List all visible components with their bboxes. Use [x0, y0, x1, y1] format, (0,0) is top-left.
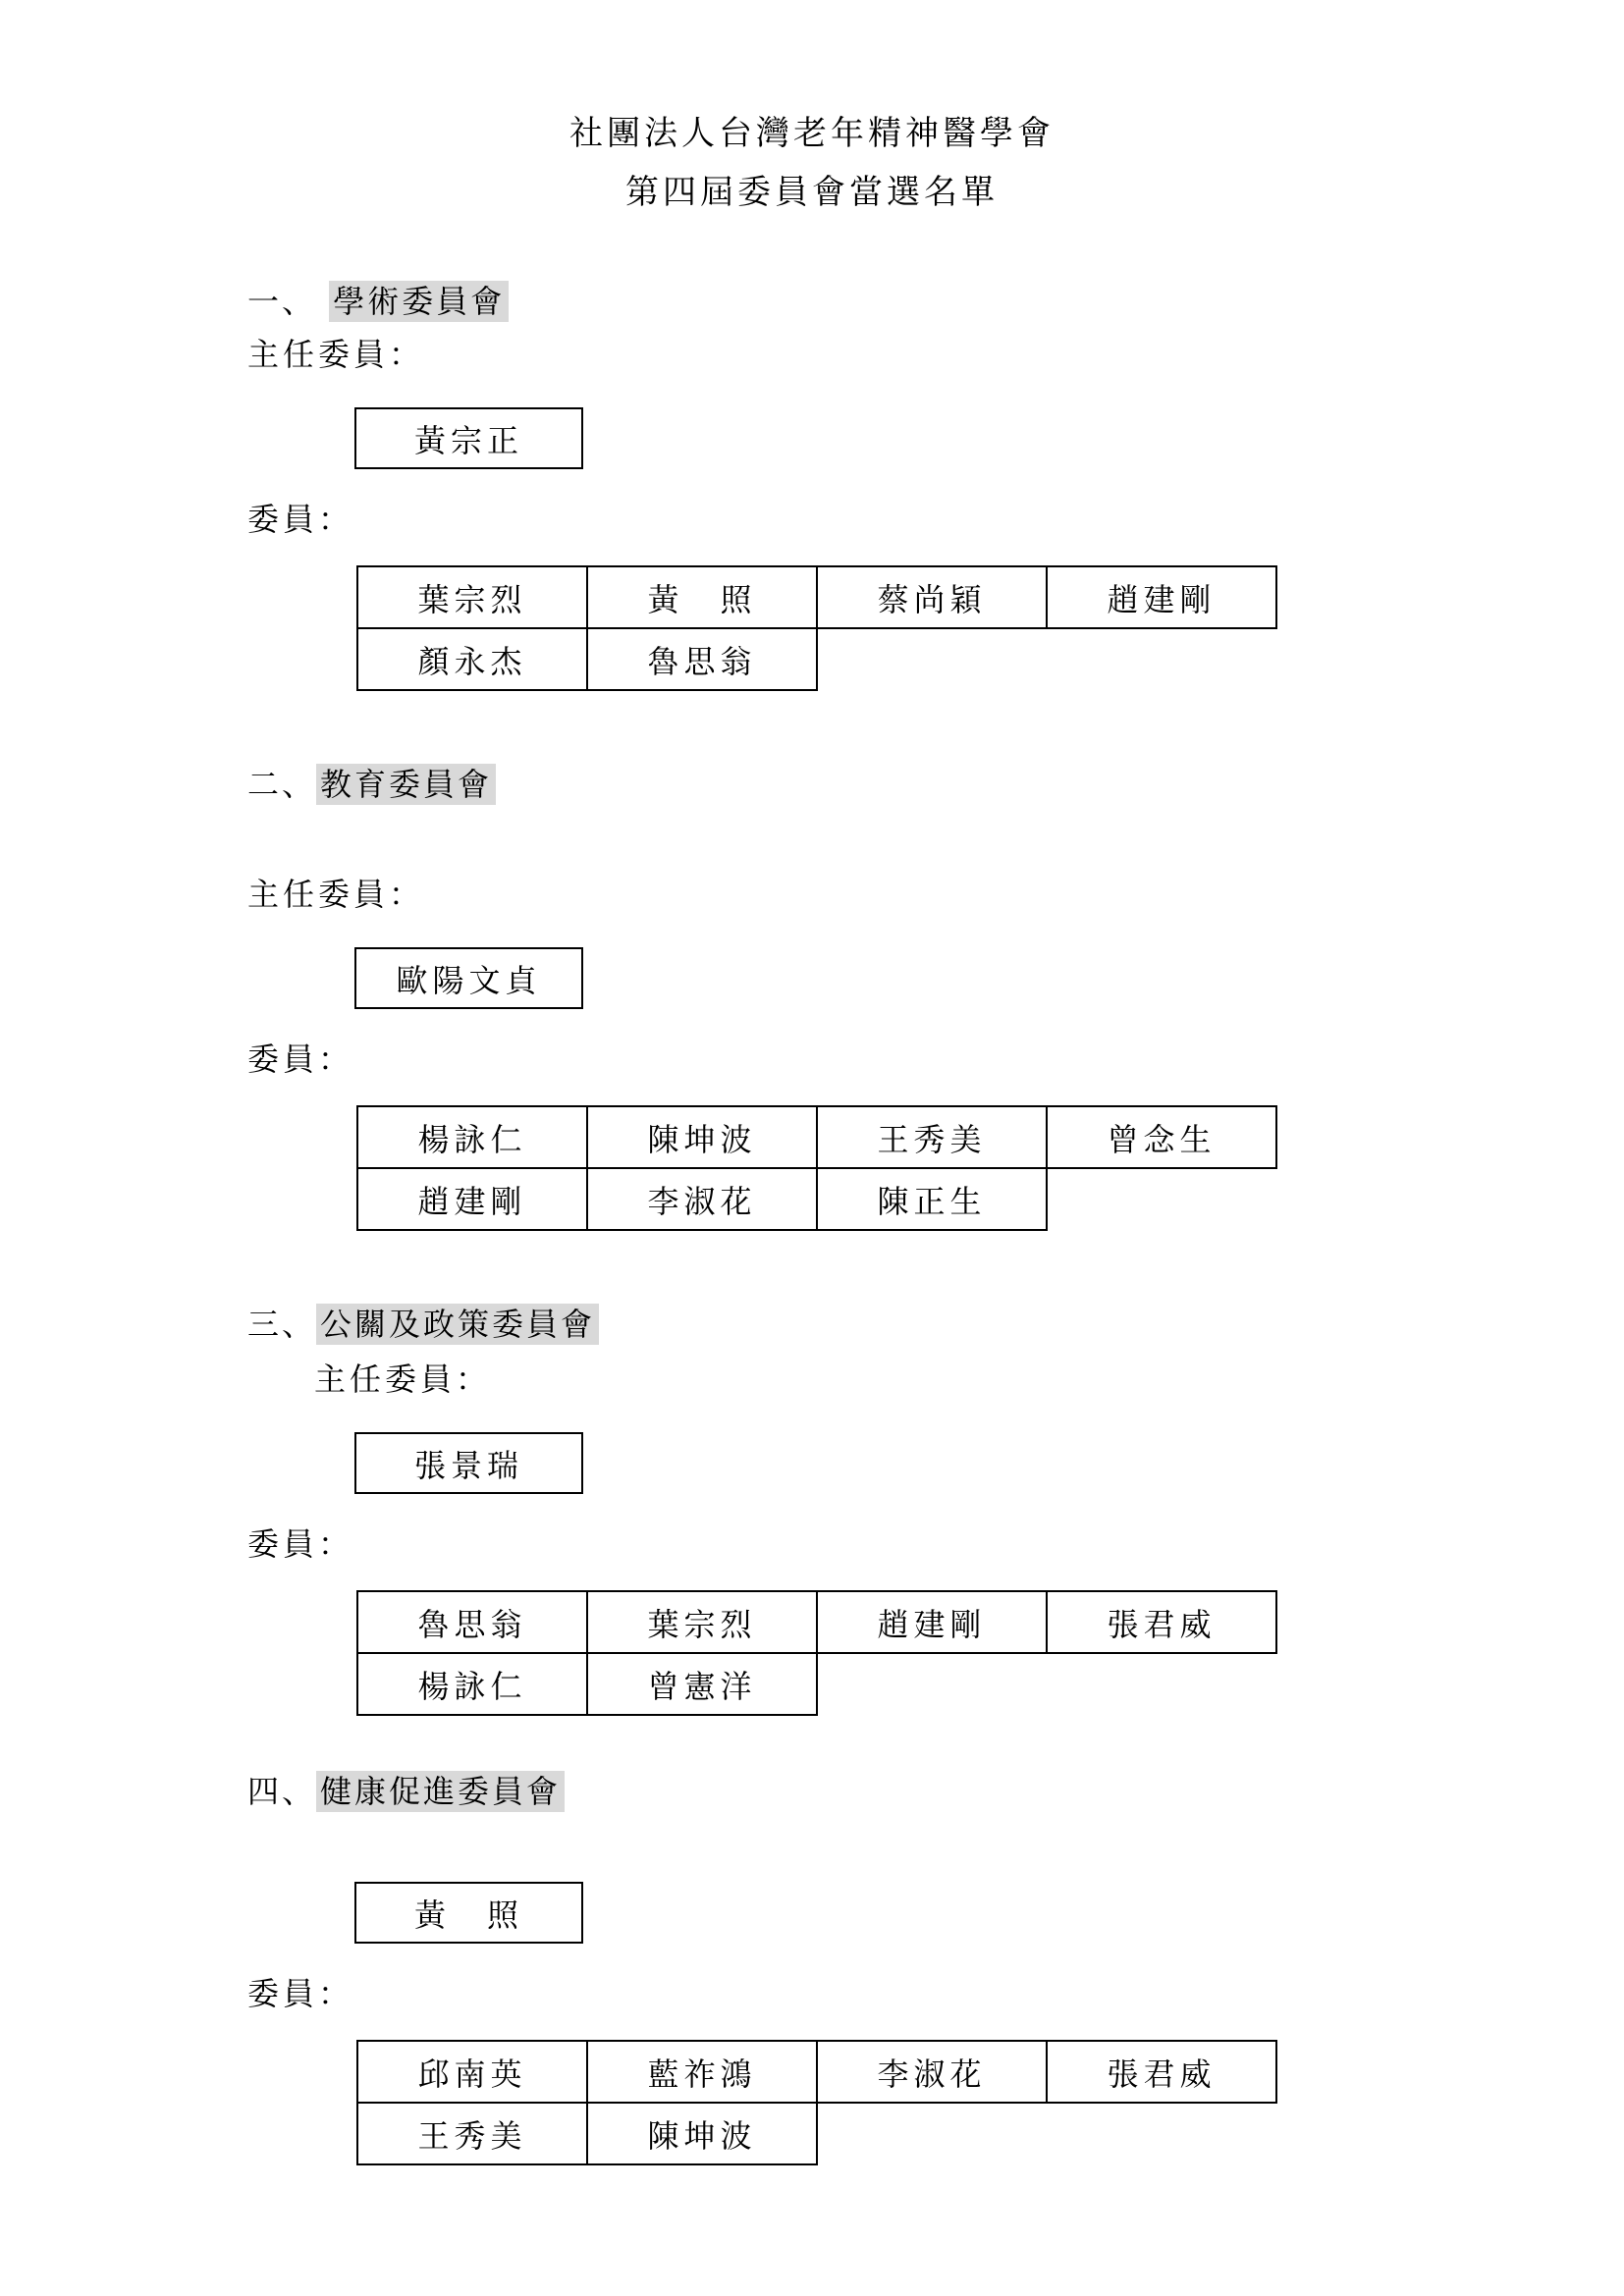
member-cell: 葉宗烈 [587, 1591, 817, 1653]
section-prefix: 三、 [247, 1306, 317, 1343]
table-row [357, 1106, 1276, 1168]
section-name: 公關及政策委員會 [316, 1304, 599, 1345]
member-cell: 曾憲洋 [587, 1653, 817, 1715]
member-cell: 陳正生 [817, 1168, 1047, 1230]
document-subtitle: 第四屆委員會當選名單 [625, 173, 999, 212]
member-cell: 王秀美 [817, 1106, 1047, 1168]
members-table [356, 565, 1277, 691]
empty-cell [1047, 1168, 1276, 1230]
members-label: 委員： [247, 1525, 354, 1563]
member-cell: 楊詠仁 [357, 1653, 587, 1715]
chair-label: 主任委員： [314, 1361, 492, 1398]
table-row [357, 1168, 1276, 1230]
section-name: 教育委員會 [316, 764, 496, 805]
member-cell: 趙建剛 [817, 1591, 1047, 1653]
member-cell: 楊詠仁 [357, 1106, 587, 1168]
member-cell: 蔡尚穎 [817, 566, 1047, 628]
members-label: 委員： [247, 1041, 354, 1078]
member-cell: 王秀美 [357, 2103, 587, 2164]
member-cell: 黃 照 [587, 566, 817, 628]
member-cell: 陳坤波 [587, 1106, 817, 1168]
document-title: 社團法人台灣老年精神醫學會 [569, 114, 1055, 153]
section-heading-public-relations [247, 1300, 599, 1345]
section-prefix: 四、 [247, 1773, 317, 1810]
member-cell: 魯思翁 [357, 1591, 587, 1653]
section-heading-health-promotion [247, 1767, 565, 1812]
member-cell: 邱南英 [357, 2041, 587, 2103]
empty-cell [817, 1653, 1047, 1715]
chair-label: 主任委員： [247, 876, 425, 913]
section-name: 健康促進委員會 [316, 1771, 565, 1812]
table-row [357, 566, 1276, 628]
member-cell: 張君威 [1047, 2041, 1276, 2103]
member-cell: 藍祚鴻 [587, 2041, 817, 2103]
members-table [356, 1105, 1277, 1231]
section-heading-education [247, 760, 496, 805]
empty-cell [817, 2103, 1047, 2164]
members-table [356, 1590, 1277, 1716]
section-prefix: 一、 [247, 283, 330, 320]
table-row [357, 2103, 1276, 2164]
member-cell: 趙建剛 [1047, 566, 1276, 628]
chair-label: 主任委員： [247, 336, 425, 373]
table-row [357, 1653, 1276, 1715]
member-cell: 葉宗烈 [357, 566, 587, 628]
member-cell: 李淑花 [817, 2041, 1047, 2103]
empty-cell [817, 628, 1047, 690]
section-heading-academic [247, 277, 509, 322]
table-row [357, 2041, 1276, 2103]
chair-name-box: 張景瑞 [354, 1432, 583, 1494]
empty-cell [1047, 2103, 1276, 2164]
member-cell: 李淑花 [587, 1168, 817, 1230]
empty-cell [1047, 1653, 1276, 1715]
chair-name-box: 黃宗正 [354, 407, 583, 469]
members-table [356, 2040, 1277, 2165]
member-cell: 張君威 [1047, 1591, 1276, 1653]
section-name: 學術委員會 [329, 281, 509, 322]
chair-name-box: 歐陽文貞 [354, 947, 583, 1009]
empty-cell [1047, 628, 1276, 690]
member-cell: 曾念生 [1047, 1106, 1276, 1168]
table-row [357, 628, 1276, 690]
member-cell: 陳坤波 [587, 2103, 817, 2164]
chair-name-box: 黃 照 [354, 1882, 583, 1944]
member-cell: 趙建剛 [357, 1168, 587, 1230]
member-cell: 顏永杰 [357, 628, 587, 690]
section-prefix: 二、 [247, 766, 317, 803]
members-label: 委員： [247, 501, 354, 538]
member-cell: 魯思翁 [587, 628, 817, 690]
table-row [357, 1591, 1276, 1653]
members-label: 委員： [247, 1975, 354, 2012]
